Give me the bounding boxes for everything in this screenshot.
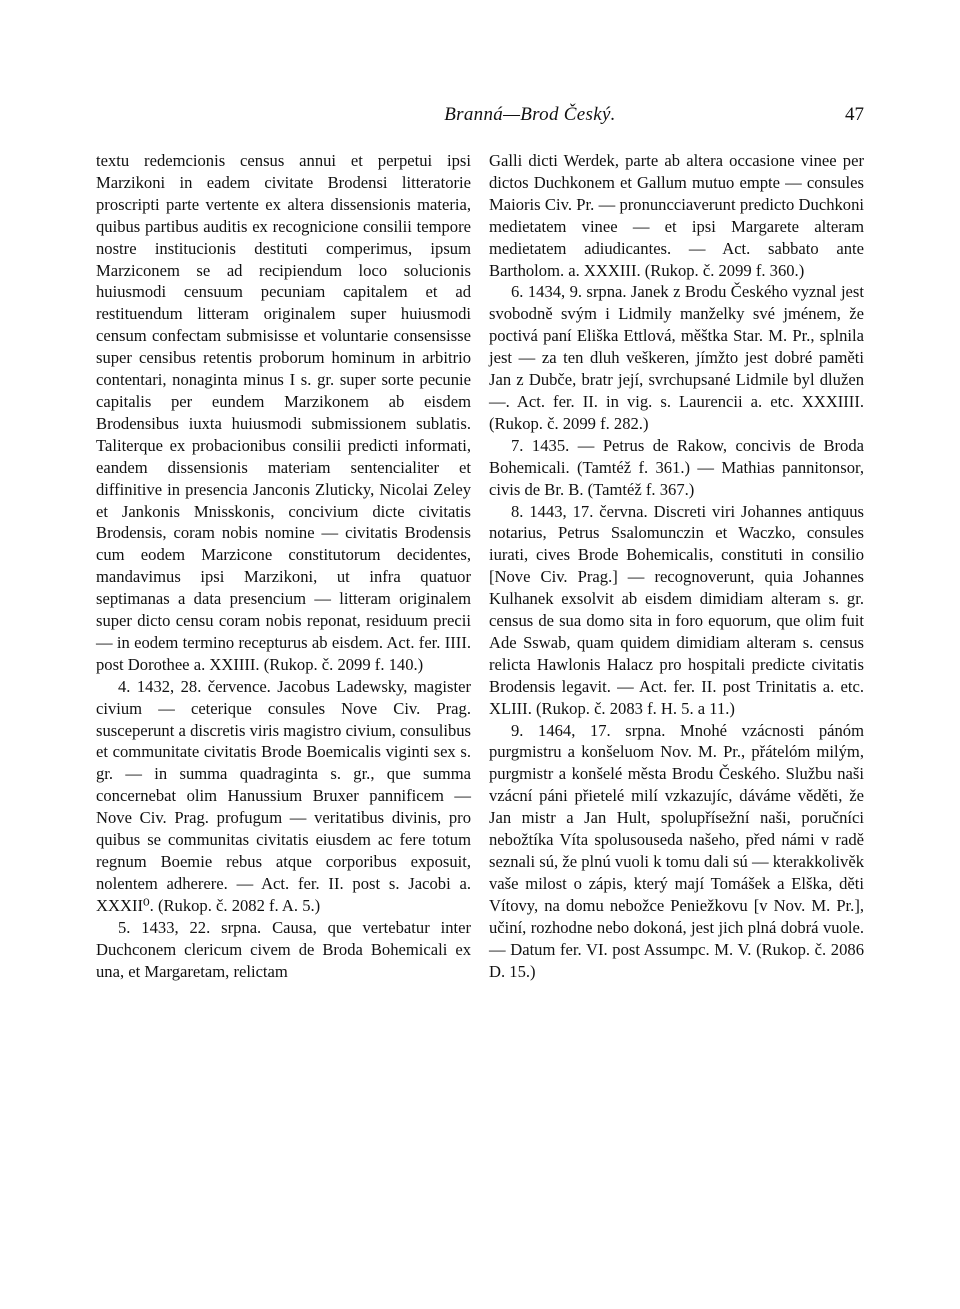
running-title: Branná—Brod Český. [444, 104, 616, 125]
left-column [96, 150, 471, 982]
paragraph-continuation: textu redemcionis census annui et perpetui ipsi Marzikoni in eadem civitate Brodensi litteratorie proscripti parte vertente ex altera dissensionis materia, quibus partibus auditis ex recognicione consilii tempore nostre institucionis destituti comperimus, ipsum Marziconem se ad recipiendum loco solucionis huiusmodi censuum pecuniam capitalem et ad restituendum litteram originalem super huiusmodi censum confectam submisisse et voluntarie consensisse super censibus retentis proborum hominum in arbitrio contentari, nonaginta minus I s. gr. super sorte pecunie capitalis per eundem Marzikonem ab eisdem Brodensibus iuxta huiusmodi submissionem sublatis. Taliterque ex probacionibus consilii predicti informati, eandem dissensionis materiam sentencialiter et diffinitive in presencia Janconis Zluticky, Nicolai Zeley et Jankonis Mnisskonis, concivium dicte civitatis Brodensis, coram nobis nomine — civitatis Brodensis cum eodem Marzicone constitutorum decidentes, mandavimus ipsi Marzikoni, ut infra quatuor septimanas a data presencium — litteram originalem super dicto censu coram nobis reponat, residuum precii — in eodem termino recepturus ab eisdem. Act. fer. IIII. post Dorothee a. XXIIII. (Rukop. č. 2099 f. 140.) [96, 151, 471, 674]
right-column [489, 150, 864, 982]
paragraph-continuation-right: Galli dicti Werdek, parte ab altera occasione vinee per dictos Duchkonem et Gallum mutuo empte — consules Maioris Civ. Pr. — pronuncciaverunt predicto Duchkoni medietatem vinee — et ipsi Margarete alteram medietatem adiudicantes. — Act. sabbato ante Bartholom. a. XXXIII. (Rukop. č. 2099 f. 360.) [489, 151, 864, 280]
entry-6: 6. 1434, 9. srpna. Janek z Brodu Českého vyznal jest svobodně svým i Lidmily manželky své jménem, že poctivá paní Eliška Ettlová, měštka Star. M. Pr., splnila jest — za ten dluh veškeren, jímžto jest dobré paměti Jan z Dubče, bratr její, svrchupsané Lidmile byl dlužen —. Act. fer. II. in vig. s. Laurencii a. etc. XXXIIII. (Rukop. č. 2099 f. 282.) [489, 282, 864, 433]
running-header [96, 104, 864, 132]
entry-8: 8. 1443, 17. června. Discreti viri Johannes antiquus notarius, Petrus Ssalomunczin et Waczko, consules iurati, cives Brode Bohemicalis, constituti in consilio [Nove Civ. Prag.] — recognoverunt, quia Johannes Kulhanek exsolvit ab eisdem dimidiam alteram s. gr. census de sua domo sita in foro equorum, que olim fuit Ade Sswab, quam quidem dimidiam alteram s. census relicta Hawlonis Halacz pro hospitali predicte civitatis Brodensis legavit. — Act. fer. II. post Trinitatis a. etc. XLIII. (Rukop. č. 2083 f. H. 5. a 11.) [489, 501, 864, 718]
entry-9: 9. 1464, 17. srpna. Mnohé vzácnosti pánóm purgmistru a konšeluom Nov. M. Pr., přátelóm milým, purgmistr a konšelé města Brodu Českého. Službu naši vzácní páni přietelé milí vzkazujíc, dáváme věděti, že Jan mistr a Jan Hult, spolupřísežní naši, poručníci nebožtíka Víta spolusouseda našeho, před námi v radě seznali sú, že plnú vuoli k tomu dali sú — kterakkolivěk vaše milost o zápis, který mají Tomášek a Elška, děti Vítovy, na domu nebožce Peniežkovu [v Nov. M. Pr.], učiní, rozhodne nebo dokoná, jest jich plná dobrá vuole. — Datum fer. VI. post Assumpc. M. V. (Rukop. č. 2086 D. 15.) [489, 720, 864, 981]
entry-7: 7. 1435. — Petrus de Rakow, concivis de Broda Bohemicali. (Tamtéž f. 361.) — Mathias pannitonsor, civis de Br. B. (Tamtéž f. 367.) [489, 435, 864, 499]
entry-4: 4. 1432, 28. července. Jacobus Ladewsky, magister civium — ceterique consules Nove Civ. Prag. susceperunt a discretis viris magistro civium, consulibus et communitate civitatis Brode Boemicalis viginti sex s. gr. — in summa quadraginta s. gr., que summa concernebat olim Hanussium Bruxer pannificem — Nove Civ. Prag. profugum — veritatibus divinis, pro quibus se communitas civitatis eiusdem ac fere totum regnum Boemie rebus atque corporibus exposuit, nolentem adherere. — Act. fer. II. post s. Jacobi a. XXXII⁰. (Rukop. č. 2082 f. A. 5.) [96, 676, 471, 915]
entry-5: 5. 1433, 22. srpna. Causa, que vertebatur inter Duchconem clericum civem de Broda Bohemicali ex una, et Margaretam, relictam [96, 917, 471, 981]
page-number: 47 [845, 104, 864, 125]
